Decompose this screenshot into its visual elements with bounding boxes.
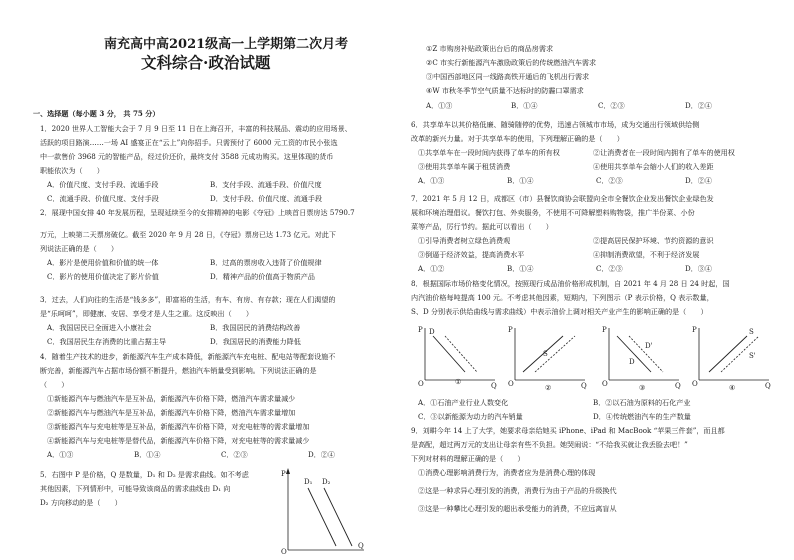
q8-graph-2 xyxy=(505,322,591,392)
q7-option-a: A．①② xyxy=(418,264,445,273)
q3-option-b: B．我国居民的消费结构改善 xyxy=(210,323,301,332)
q8-g4-p: P xyxy=(692,326,697,334)
q7-option-c: C．②③ xyxy=(596,264,623,273)
q8-g2-number: ② xyxy=(545,384,552,392)
q6-statement-2: ②让消费者在一段时间内拥有了单车的使用权 xyxy=(593,148,735,157)
q8-stem: 内汽油价格每吨提高 100 元。不考虑其他因素，短期内，下列图示（P 表示价格，Q 表示数量， xyxy=(411,293,714,302)
q6-statement-4: ④使用共享单车会缩小人们的收入差距 xyxy=(593,162,714,171)
q8-graph-4 xyxy=(689,322,775,392)
q1-stem: 1．2020 世界人工智能大会于 7 月 9 日至 11 日在上海召开，丰富的科技展品、震动的应用场景、 xyxy=(40,124,352,133)
q5-option-c: C．②③ xyxy=(598,101,625,110)
q2-stem: 2．展现中国女排 40 年发展历程，呈现延续至今的女排精神的电影《夺冠》上映首日票房达 5790.7 xyxy=(40,208,355,217)
q8-g2-p: P xyxy=(508,326,513,334)
q9-statement: ②这是一种求异心理引发的消费，消费行为由于产品的升级换代 xyxy=(418,486,617,495)
q7-statement-1: ①引导消费者树立绿色消费观 xyxy=(418,236,511,245)
q5-y-arrow xyxy=(286,468,290,474)
q6-statement-1: ①共享单车在一段时间内获得了单车的所有权 xyxy=(418,148,560,157)
q8-g1-label: D xyxy=(429,328,435,336)
q5-statement: ④W 市秋冬季节空气质量不达标时的防霾口罩需求 xyxy=(426,86,584,95)
q4-stem: 4．随着生产技术的进步，新能源汽车生产成本降低，新能源汽车充电桩、配电站等配套设施不 xyxy=(40,352,336,361)
q8-g4-label: S xyxy=(749,328,754,336)
q3-option-a: A．我国居民已全面进入小康社会 xyxy=(47,323,152,332)
q5-statement: ①Z 市购房补贴政策出台后的商品房需求 xyxy=(426,44,554,53)
q2-stem: 万元，上映第二天票房破亿。截至 2020 年 9 月 28 日，《夺冠》票房已达 1.73 亿元。对此下 xyxy=(40,230,336,239)
q3-stem: 3．过去，人们向往的生活是“钱多多”，即富裕的生活，有车、有房、有存款；现在人们渴望的 xyxy=(40,295,336,304)
q5-stem: 其他因素，下列情形中，可能导致该商品的需求曲线由 D₁ 向 xyxy=(40,484,231,493)
q8-g3-shift-label: D' xyxy=(645,342,653,350)
q4-option-a: A．①③ xyxy=(47,450,74,459)
exam-title: 南充高中高2021级高一上学期第二次月考 xyxy=(104,37,349,52)
q8-g1-q: Q xyxy=(491,382,497,390)
q5-stem: D₂ 方向移动的是（ ） xyxy=(40,498,122,507)
q2-option-b: B．过高的票房收入违背了价值规律 xyxy=(210,258,322,267)
q9-stem: 下列对材料的理解正确的是（ ） xyxy=(411,454,525,463)
q8-graph-3 xyxy=(599,322,685,392)
q8-g3-label: D xyxy=(629,358,635,366)
q6-option-b: B．①④ xyxy=(507,176,534,185)
q1-option-a: A．价值尺度、支付手段、流通手段 xyxy=(47,180,159,189)
right-column xyxy=(397,0,794,560)
q1-option-b: B．支付手段、流通手段、价值尺度 xyxy=(210,180,322,189)
section-heading: 一、选择题（每小题 3 分， 共 75 分） xyxy=(33,109,160,118)
q4-statement: ④新能源汽车与充电桩等是替代品，新能源汽车价格下降，对充电桩等的需求量减少 xyxy=(47,436,310,445)
q8-g4-o: O xyxy=(692,380,698,388)
q8-g2-o: O xyxy=(508,380,514,388)
q4-option-b: B．①④ xyxy=(134,450,161,459)
q2-option-c: C．影片的使用价值决定了影片价值 xyxy=(47,272,159,281)
q8-g1-p: P xyxy=(418,326,423,334)
q8-option-b: B．②以石油为原料的石化产业 xyxy=(593,398,691,407)
q7-statement-3: ③倒逼于经济效益，提高消费水平 xyxy=(418,250,525,259)
q5-option-a: A．①③ xyxy=(426,101,453,110)
q8-g1-shifted-curve xyxy=(445,336,477,372)
q5-option-b: B．①④ xyxy=(511,101,538,110)
q3-option-c: C．我国居民生存消费的比重占据主导 xyxy=(47,337,166,346)
q4-option-d: D．②④ xyxy=(308,450,335,459)
q6-option-c: C．②③ xyxy=(596,176,623,185)
q7-stem: 菜等产品，厉行节约。据此可以看出（ ） xyxy=(411,222,553,231)
q9-stem: 9．刘畊今年 14 上了大学，她要求母亲给她买 iPhone、iPad 和 MacBook “苹果三件套”，而且都 xyxy=(411,426,725,435)
q5-origin: O xyxy=(281,548,287,554)
q8-g3-o: O xyxy=(602,380,608,388)
q7-option-d: D．③④ xyxy=(685,264,712,273)
q4-statement: ①新能源汽车与燃油汽车是互补品，新能源汽车价格下降，燃油汽车需求量减少 xyxy=(47,394,296,403)
q8-g1-curve xyxy=(433,336,465,372)
q8-g2-q: Q xyxy=(581,382,587,390)
exam-subtitle: 文科综合·政治试题 xyxy=(141,53,271,72)
q6-option-d: D．②④ xyxy=(685,176,712,185)
q9-statement: ③这是一种攀比心理引发的超出承受能力的消费，不应远离盲从 xyxy=(418,504,617,513)
q9-statement: ①消费心理影响消费行为，消费者应为是消费心理的体现 xyxy=(418,468,596,477)
q4-stem: 断完善，新能源汽车占据市场份额不断提升，燃油汽车销量受到影响。下列说法正确的是 xyxy=(40,366,317,375)
q5-statement: ③中国西部地区同一线路高铁开通后的飞机出行需求 xyxy=(426,72,590,81)
q8-g1-number: ① xyxy=(455,378,462,386)
q8-g4-number: ④ xyxy=(729,384,736,392)
q1-option-c: C．流通手段、价值尺度、支付手段 xyxy=(47,194,159,203)
q8-g4-curve xyxy=(709,336,747,372)
q7-stem: 展和环境治理倡议。餐饮打包、外卖服务，不使用不可降解塑料购物袋，推广半份菜、小份 xyxy=(411,208,695,217)
q6-statement-3: ③使用共享单车属于租赁消费 xyxy=(418,162,511,171)
q2-stem: 列说法正确的是（ ） xyxy=(40,244,119,253)
q1-stem: 职能依次为（ ） xyxy=(40,166,104,175)
q8-g4-shift-label: S' xyxy=(749,352,756,360)
q3-option-d: D．我国居民的消费能力降低 xyxy=(210,337,301,346)
q1-option-d: D．支付手段、价值尺度、流通手段 xyxy=(210,194,323,203)
q9-stem: 是高配，超过两万元的支出让母亲有些不负担。她哭闹说：“不给我买就让我丢脸去吧！” xyxy=(411,440,688,449)
q5-option-d: D．②④ xyxy=(685,101,712,110)
q5-statement: ②C 市实行新能源汽车激励政策后的传统燃油汽车需求 xyxy=(426,58,597,67)
q8-stem: 8．根据国际市场价格变化情况，按照现行成品油价格形成机制，自 2021 年 4 月 28 日 24 时起，国 xyxy=(411,279,730,288)
q1-stem: 活跃的项目路演……一场 AI 盛宴正在“云上”向你招手。只需预付了 6000 元工资的市民小张选 xyxy=(40,138,338,147)
q7-stem: 7．2021 年 5 月 12 日，成都区（市）县餐饮商协会联盟向全市全餐饮企业发出餐饮企业绿色发 xyxy=(411,194,714,203)
q8-g2-shifted-curve xyxy=(535,336,575,372)
q3-stem: 是“乐呵呵”，即健康、安居、享受才是人生之重。这反映出（ ） xyxy=(40,309,253,318)
q4-statement: ③新能源汽车与充电桩等是互补品，新能源汽车价格下降，对充电桩等的需求量增加 xyxy=(47,422,310,431)
q4-option-c: C．②③ xyxy=(221,450,248,459)
q8-g2-label: S xyxy=(543,350,548,358)
q7-statement-4: ④抑制消费欲望，不利于经济发展 xyxy=(593,250,700,259)
q5-demand-graph xyxy=(278,466,368,554)
q8-g3-p: P xyxy=(602,326,607,334)
q8-option-c: C．③以新能源为动力的汽车销量 xyxy=(418,412,523,421)
q8-g1-o: O xyxy=(418,380,424,388)
q5-curve-d2 xyxy=(324,488,352,546)
q8-stem: S、D 分别表示供给曲线与需求曲线）中表示油价上调对相关产业产生的影响正确的是（ ） xyxy=(411,307,708,316)
q5-label-d1: D₁ xyxy=(304,478,313,486)
q6-stem: 6．共享单车以其价格低廉、随骑随停的优势，迅速占领城市市场，成为交通出行领域供给侧 xyxy=(411,120,700,129)
q2-option-d: D．精神产品的价值高于物质产品 xyxy=(210,272,315,281)
q8-g3-q: Q xyxy=(675,382,681,390)
q5-stem: 5．右图中 P 是价格，Q 是数量，D₁ 和 D₂ 是需求曲线。如不考虑 xyxy=(40,470,249,479)
q1-stem: 中一款售价 3968 元的智能产品，经过价还价，最终支付 3588 元成功购买。这里体现的货币 xyxy=(40,152,334,161)
q5-x-label: Q xyxy=(358,542,364,550)
q5-label-d2: D₂ xyxy=(322,478,331,486)
q6-stem: 改革的新兴力量。对于共享单车的使用，下列理解正确的是（ ） xyxy=(411,134,624,143)
q4-stem: （ ） xyxy=(40,380,69,389)
q7-option-b: B．①④ xyxy=(507,264,534,273)
q8-graph-1 xyxy=(415,322,501,392)
q2-option-a: A．影片是使用价值和价值的统一体 xyxy=(47,258,159,267)
q8-g4-q: Q xyxy=(765,382,771,390)
q6-option-a: A．①③ xyxy=(418,176,445,185)
q5-curve-d1 xyxy=(308,488,336,546)
q8-g3-number: ③ xyxy=(639,384,646,392)
q5-y-label: P xyxy=(281,470,286,478)
q8-option-d: D．④传统燃油汽车的生产数量 xyxy=(593,412,691,421)
q8-option-a: A．①石油产业行业人数变化 xyxy=(418,398,509,407)
q7-statement-2: ②提高居民保护环境、节约资源的意识 xyxy=(593,236,714,245)
q4-statement: ②新能源汽车与燃油汽车是互补品，新能源汽车价格下降，燃油汽车需求量增加 xyxy=(47,408,296,417)
